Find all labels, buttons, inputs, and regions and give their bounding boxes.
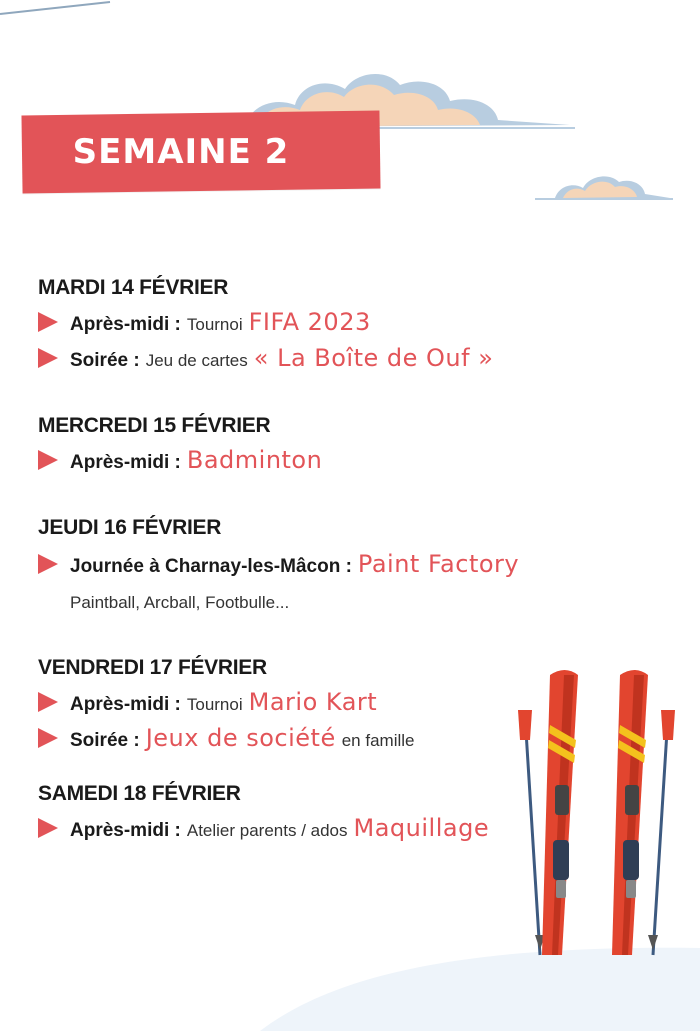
activity-label: Après-midi : — [70, 452, 181, 473]
arrow-right-icon — [38, 692, 58, 712]
arrow-right-icon — [38, 312, 58, 332]
week-title: SEMAINE 2 — [72, 132, 290, 172]
activity-text: Atelier parents / ados — [186, 821, 348, 840]
activity-text: Jeu de cartes — [145, 351, 248, 370]
activity-label: Après-midi : — [70, 314, 181, 335]
activity-highlight: Jeux de société — [145, 724, 336, 752]
arrow-right-icon — [38, 554, 58, 574]
activity-item — [38, 688, 377, 716]
activity-highlight: Maquillage — [353, 814, 490, 842]
activity-label: Après-midi : — [70, 694, 181, 715]
activity-highlight: FIFA 2023 — [248, 308, 371, 336]
activity-item — [38, 446, 322, 474]
cloud-illustration-small — [535, 168, 675, 202]
activity-highlight: « La Boîte de Ouf » — [253, 344, 494, 372]
activity-item — [38, 550, 519, 578]
skis-illustration — [500, 665, 700, 965]
activity-label: Soirée : — [70, 350, 140, 371]
activity-label: Soirée : — [70, 730, 140, 751]
activity-item — [38, 724, 414, 752]
arrow-right-icon — [38, 818, 58, 838]
activity-label: Après-midi : — [70, 820, 181, 841]
day-title-mardi: MARDI 14 FÉVRIER — [38, 276, 229, 299]
activity-highlight: Mario Kart — [248, 688, 378, 716]
activity-item — [38, 344, 493, 372]
activity-label: Journée à Charnay-les-Mâcon : — [70, 556, 352, 577]
day-title-jeudi: JEUDI 16 FÉVRIER — [38, 516, 222, 539]
day-title-mercredi: MERCREDI 15 FÉVRIER — [38, 414, 271, 437]
top-line-decoration — [0, 0, 700, 20]
day-title-samedi: SAMEDI 18 FÉVRIER — [38, 782, 241, 805]
activity-text: Tournoi — [186, 315, 243, 334]
activity-text: Tournoi — [186, 695, 243, 714]
day-title-vendredi: VENDREDI 17 FÉVRIER — [38, 656, 267, 679]
arrow-right-icon — [38, 450, 58, 470]
activity-note: Paintball, Arcball, Footbulle... — [70, 593, 290, 612]
activity-item — [38, 814, 489, 842]
arrow-right-icon — [38, 728, 58, 748]
activity-after: en famille — [341, 731, 415, 750]
activity-highlight: Badminton — [186, 446, 323, 474]
arrow-right-icon — [38, 348, 58, 368]
activity-item — [38, 308, 371, 336]
activity-highlight: Paint Factory — [357, 550, 520, 578]
